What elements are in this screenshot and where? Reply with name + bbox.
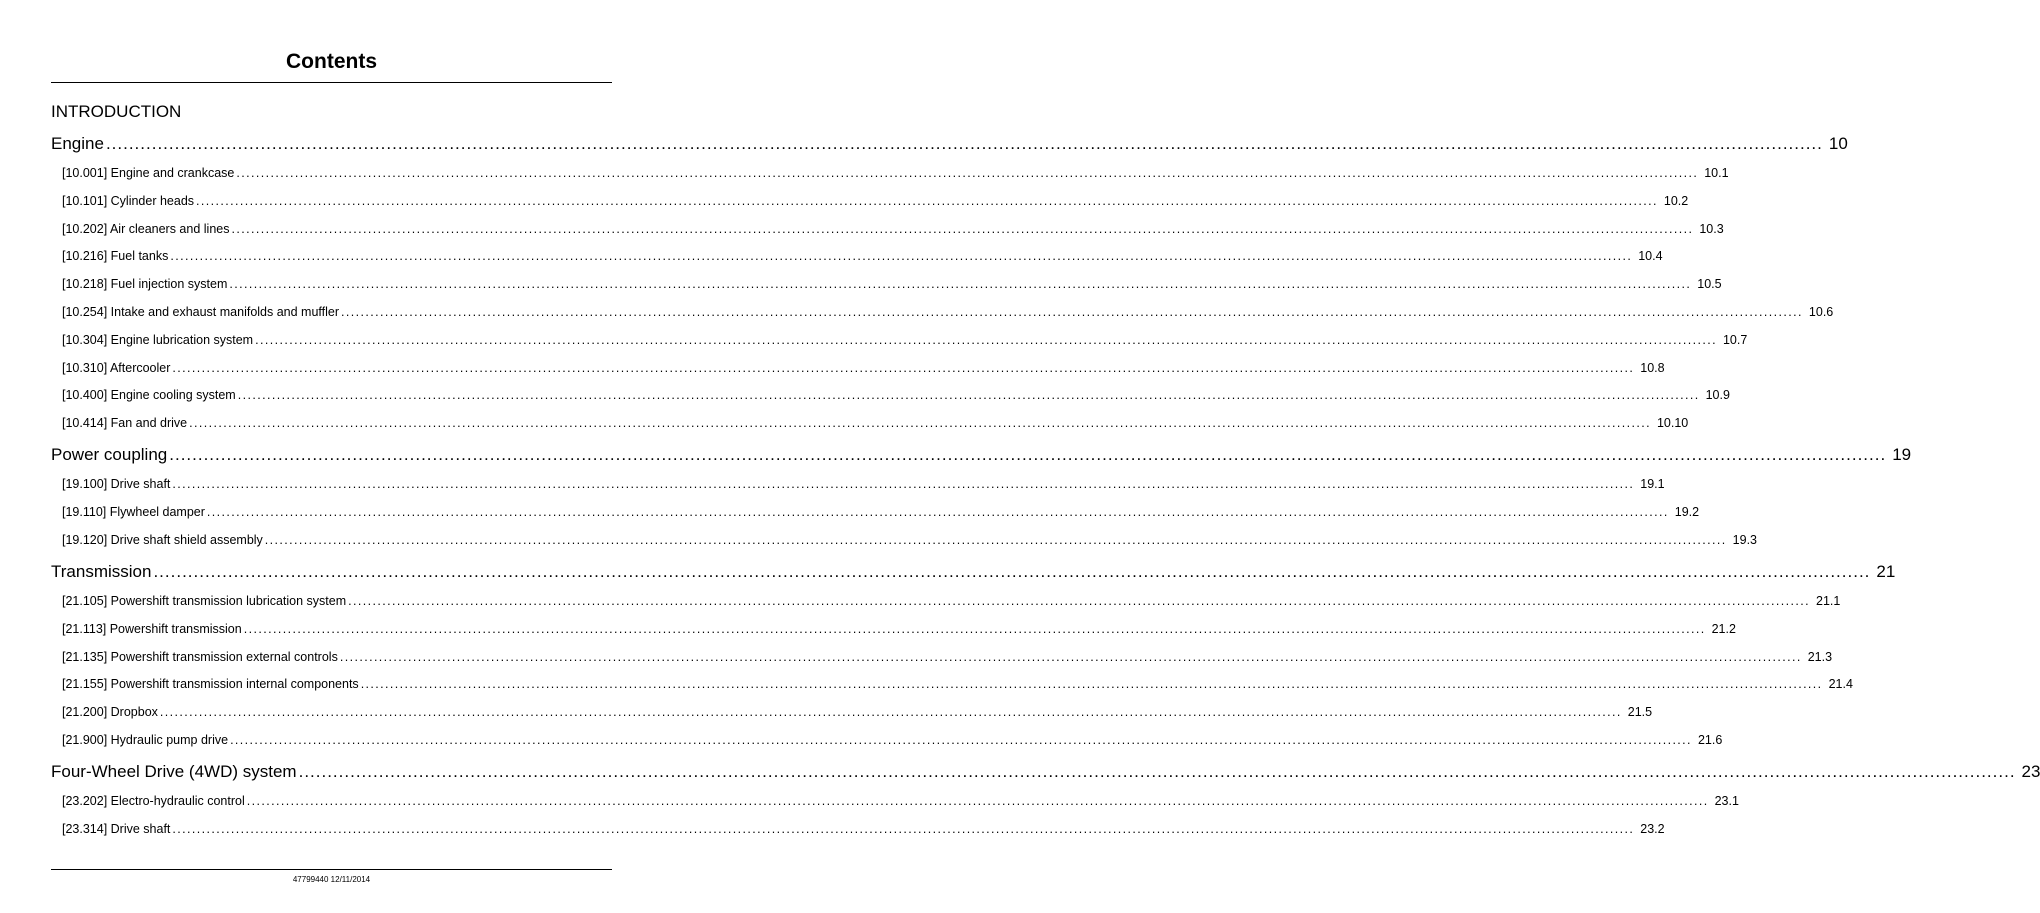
dot-leader: ............................................................................................................................................................................................................................................................................................................	[341, 305, 1803, 319]
toc-entry[interactable]	[62, 165, 1729, 181]
toc-entry-page: 21.3	[1807, 649, 1833, 664]
dot-leader: ............................................................................................................................................................................................................................................................................................................	[236, 166, 1699, 180]
dot-leader: ............................................................................................................................................................................................................................................................................................................	[229, 277, 1692, 292]
toc-section[interactable]	[51, 133, 1848, 155]
toc-entry-label: [10.101] Cylinder heads	[62, 193, 195, 208]
toc-entry[interactable]	[62, 621, 1736, 637]
dot-leader: ............................................................................................................................................................................................................................................................................................................	[231, 221, 1694, 236]
dot-leader: ............................................................................................................................................................................................................................................................................................................	[169, 445, 1887, 464]
toc-entry[interactable]	[62, 532, 1758, 548]
toc-entry-page: 21.1	[1816, 594, 1841, 608]
toc-entry-label: [10.218] Fuel injection system	[62, 277, 228, 292]
toc-entry-page: 19.3	[1732, 532, 1758, 547]
toc-entry-label: [21.900] Hydraulic pump drive	[62, 733, 229, 747]
dot-leader: ............................................................................................................................................................................................................................................................................................................	[360, 677, 1823, 692]
toc-entry-label: [10.001] Engine and crankcase	[62, 166, 235, 180]
dot-leader: ............................................................................................................................................................................................................................................................................................................	[255, 332, 1717, 347]
toc-entry[interactable]	[62, 387, 1730, 403]
page-title: Contents	[286, 50, 377, 73]
toc-entry-page: 10.2	[1663, 193, 1689, 208]
toc-entry-page: 23.2	[1640, 821, 1665, 836]
toc-entry-label: [19.110] Flywheel damper	[62, 504, 205, 519]
toc-entry[interactable]	[62, 476, 1665, 492]
introduction-heading: INTRODUCTION	[51, 102, 182, 121]
dot-leader: ............................................................................................................................................................................................................................................................................................................	[237, 388, 1700, 403]
toc-section-label: Power coupling	[51, 445, 168, 464]
toc-entry[interactable]	[62, 332, 1748, 348]
toc-entry-label: [10.400] Engine cooling system	[62, 388, 236, 403]
toc-entry[interactable]	[62, 248, 1663, 264]
toc-section-page: 21	[1876, 562, 1896, 581]
toc-entry-page: 10.6	[1808, 305, 1834, 319]
toc-entry-label: [21.113] Powershift transmission	[62, 621, 242, 636]
toc-section[interactable]	[51, 561, 1896, 583]
toc-entry[interactable]	[62, 360, 1665, 376]
toc-entry-label: [21.135] Powershift transmission external controls	[62, 649, 338, 664]
dot-leader: ............................................................................................................................................................................................................................................................................................................	[153, 562, 1871, 581]
dot-leader: ............................................................................................................................................................................................................................................................................................................	[172, 821, 1635, 836]
toc-entry-page: 19.1	[1640, 477, 1665, 491]
dot-leader: ............................................................................................................................................................................................................................................................................................................	[264, 532, 1727, 547]
toc-entry[interactable]	[62, 649, 1833, 665]
toc-entry-page: 19.2	[1674, 504, 1700, 519]
toc-entry-page: 21.2	[1711, 621, 1736, 636]
toc-entry-page: 10.10	[1656, 416, 1689, 431]
toc-entry[interactable]	[62, 793, 1739, 809]
dot-leader: ............................................................................................................................................................................................................................................................................................................	[170, 249, 1633, 264]
dot-leader: ............................................................................................................................................................................................................................................................................................................	[230, 733, 1692, 747]
toc-entry[interactable]	[62, 415, 1689, 431]
toc-entry-page: 10.7	[1722, 332, 1748, 347]
toc-entry-page: 10.5	[1697, 277, 1722, 292]
toc-entry-page: 10.9	[1705, 388, 1730, 403]
toc-section-label: Transmission	[51, 562, 152, 581]
toc-section-page: 23	[2021, 762, 2040, 781]
toc-entry[interactable]	[62, 304, 1834, 320]
toc-section-label: Engine	[51, 134, 104, 153]
dot-leader: ............................................................................................................................................................................................................................................................................................................	[196, 193, 1658, 208]
toc-section-label: Four-Wheel Drive (4WD) system	[51, 762, 297, 781]
toc-entry-page: 21.4	[1828, 677, 1853, 692]
toc-entry[interactable]	[62, 276, 1722, 292]
toc-entry[interactable]	[62, 676, 1853, 692]
toc-section-page: 19	[1892, 445, 1912, 464]
toc-entry-page: 10.8	[1640, 360, 1665, 375]
toc-entry-page: 10.4	[1638, 249, 1663, 264]
bottom-divider	[51, 869, 612, 870]
toc-entry-page: 21.5	[1627, 705, 1653, 720]
dot-leader: ............................................................................................................................................................................................................................................................................................................	[339, 649, 1802, 664]
toc-entry-page: 10.1	[1704, 166, 1729, 180]
toc-entry-label: [10.310] Aftercooler	[62, 360, 171, 375]
toc-entry-label: [21.155] Powershift transmission internal components	[62, 677, 359, 692]
dot-leader: ............................................................................................................................................................................................................................................................................................................	[172, 477, 1635, 491]
toc-entry-label: [19.100] Drive shaft	[62, 477, 171, 491]
toc-entry-label: [10.216] Fuel tanks	[62, 249, 169, 264]
toc-entry[interactable]	[62, 593, 1841, 609]
toc-entry-label: [10.254] Intake and exhaust manifolds and muffler	[62, 305, 340, 319]
toc-section-page: 10	[1828, 134, 1848, 153]
toc-entry-page: 10.3	[1699, 221, 1724, 236]
toc-entry[interactable]	[62, 504, 1700, 520]
toc-entry-label: [21.105] Powershift transmission lubrication system	[62, 594, 347, 608]
dot-leader: ............................................................................................................................................................................................................................................................................................................	[348, 594, 1811, 608]
toc-entry-label: [23.314] Drive shaft	[62, 821, 171, 836]
dot-leader: ............................................................................................................................................................................................................................................................................................................	[243, 621, 1706, 636]
toc-entry[interactable]	[62, 221, 1724, 237]
toc-section[interactable]	[51, 761, 2040, 783]
toc-entry-label: [19.120] Drive shaft shield assembly	[62, 532, 263, 547]
toc-entry-label: [21.200] Dropbox	[62, 705, 158, 720]
toc-entry[interactable]	[62, 704, 1653, 720]
dot-leader: ............................................................................................................................................................................................................................................................................................................	[298, 762, 2016, 781]
dot-leader: ............................................................................................................................................................................................................................................................................................................	[246, 794, 1709, 808]
toc-entry-page: 21.6	[1697, 733, 1723, 747]
footer-doc-id: 47799440 12/11/2014	[292, 875, 371, 884]
toc-entry-label: [23.202] Electro-hydraulic control	[62, 794, 245, 808]
toc-entry[interactable]	[62, 732, 1723, 748]
toc-entry-label: [10.304] Engine lubrication system	[62, 332, 254, 347]
dot-leader: ............................................................................................................................................................................................................................................................................................................	[172, 360, 1635, 375]
dot-leader: ............................................................................................................................................................................................................................................................................................................	[105, 134, 1823, 153]
toc-entry-page: 23.1	[1714, 794, 1739, 808]
toc-entry[interactable]	[62, 193, 1689, 209]
dot-leader: ............................................................................................................................................................................................................................................................................................................	[159, 705, 1622, 720]
toc-entry-label: [10.414] Fan and drive	[62, 416, 188, 431]
dot-leader: ............................................................................................................................................................................................................................................................................................................	[189, 416, 1651, 431]
dot-leader: ............................................................................................................................................................................................................................................................................................................	[206, 504, 1669, 519]
toc-entry-label: [10.202] Air cleaners and lines	[62, 221, 230, 236]
toc-entry[interactable]	[62, 821, 1665, 837]
toc-section[interactable]	[51, 444, 1912, 466]
